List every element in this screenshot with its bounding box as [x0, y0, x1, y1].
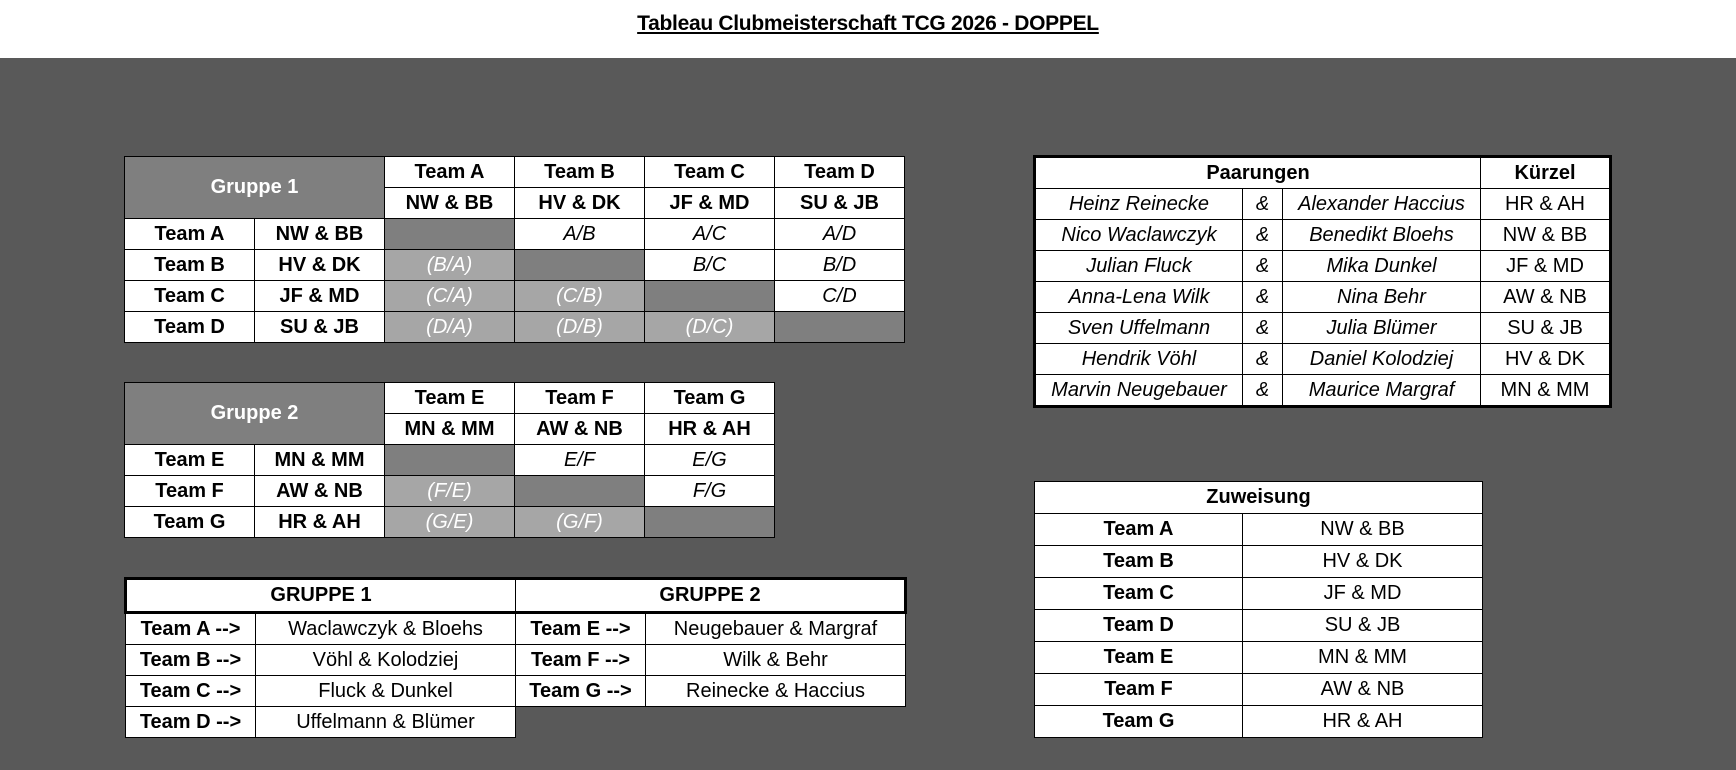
- player-1: Sven Uffelmann: [1035, 313, 1243, 344]
- diagonal-cell: [515, 476, 645, 507]
- paarungen-table: [1033, 155, 1612, 408]
- row-header-team: Team E: [125, 445, 255, 476]
- player-1: Nico Waclawczyk: [1035, 220, 1243, 251]
- kuerzel: SU & JB: [1243, 610, 1483, 642]
- gruppe-2-header: GRUPPE 2: [516, 579, 906, 613]
- player-1: Marvin Neugebauer: [1035, 375, 1243, 407]
- table-row: [1035, 674, 1483, 706]
- table-row: [1035, 578, 1483, 610]
- team-names: Uffelmann & Blümer: [256, 707, 516, 738]
- ampersand: &: [1243, 313, 1283, 344]
- table-row: [1035, 706, 1483, 738]
- col-header-kuerzel: MN & MM: [385, 414, 515, 445]
- ampersand: &: [1243, 375, 1283, 407]
- reverse-match-cell: (C/A): [385, 281, 515, 312]
- col-header-kuerzel: HR & AH: [645, 414, 775, 445]
- team-arrow-label: Team F -->: [516, 645, 646, 676]
- team-label: Team G: [1035, 706, 1243, 738]
- col-header-team: Team E: [385, 383, 515, 414]
- matrix-row: [125, 281, 905, 312]
- team-label: Team C: [1035, 578, 1243, 610]
- matrix-row: [125, 507, 775, 538]
- table-row: [1035, 220, 1611, 251]
- gruppe-1-matrix: [124, 156, 905, 343]
- table-row: [1035, 642, 1483, 674]
- kuerzel: AW & NB: [1481, 282, 1611, 313]
- col-header-team: Team C: [645, 157, 775, 188]
- row-header-kuerzel: AW & NB: [255, 476, 385, 507]
- ampersand: &: [1243, 220, 1283, 251]
- col-header-team: Team A: [385, 157, 515, 188]
- match-cell: A/B: [515, 219, 645, 250]
- team-arrow-label: Team E -->: [516, 613, 646, 645]
- gruppe-1-label: Gruppe 1: [125, 157, 385, 219]
- player-1: Anna-Lena Wilk: [1035, 282, 1243, 313]
- team-names: Neugebauer & Margraf: [646, 613, 906, 645]
- table-row: [1035, 313, 1611, 344]
- col-header-team: Team F: [515, 383, 645, 414]
- team-label: Team E: [1035, 642, 1243, 674]
- row-header-kuerzel: NW & BB: [255, 219, 385, 250]
- row-header-kuerzel: HR & AH: [255, 507, 385, 538]
- matrix-row: [125, 250, 905, 281]
- match-cell: B/D: [775, 250, 905, 281]
- col-header-kuerzel: AW & NB: [515, 414, 645, 445]
- kuerzel: AW & NB: [1243, 674, 1483, 706]
- match-cell: E/F: [515, 445, 645, 476]
- table-row: [1035, 189, 1611, 220]
- team-names: Fluck & Dunkel: [256, 676, 516, 707]
- matrix-row: [125, 219, 905, 250]
- gruppe-2-matrix: [124, 382, 775, 538]
- paarungen-header: Paarungen: [1035, 157, 1481, 189]
- match-cell: B/C: [645, 250, 775, 281]
- kuerzel: HR & AH: [1481, 189, 1611, 220]
- col-header-kuerzel: HV & DK: [515, 188, 645, 219]
- reverse-match-cell: (G/E): [385, 507, 515, 538]
- team-names: Vöhl & Kolodziej: [256, 645, 516, 676]
- team-label: Team D: [1035, 610, 1243, 642]
- table-row: [126, 676, 906, 707]
- empty-cell: [646, 707, 906, 738]
- row-header-team: Team A: [125, 219, 255, 250]
- kuerzel: JF & MD: [1243, 578, 1483, 610]
- gruppe-1-header: GRUPPE 1: [126, 579, 516, 613]
- player-2: Maurice Margraf: [1283, 375, 1481, 407]
- player-2: Julia Blümer: [1283, 313, 1481, 344]
- table-row: [1035, 251, 1611, 282]
- row-header-kuerzel: MN & MM: [255, 445, 385, 476]
- matrix-row: [125, 312, 905, 343]
- reverse-match-cell: (D/A): [385, 312, 515, 343]
- kuerzel: HV & DK: [1243, 546, 1483, 578]
- reverse-match-cell: (C/B): [515, 281, 645, 312]
- reverse-match-cell: (F/E): [385, 476, 515, 507]
- ampersand: &: [1243, 189, 1283, 220]
- table-row: [1035, 282, 1611, 313]
- match-cell: E/G: [645, 445, 775, 476]
- gruppe-2-label: Gruppe 2: [125, 383, 385, 445]
- player-1: Hendrik Vöhl: [1035, 344, 1243, 375]
- col-header-kuerzel: SU & JB: [775, 188, 905, 219]
- row-header-team: Team F: [125, 476, 255, 507]
- player-2: Daniel Kolodziej: [1283, 344, 1481, 375]
- kuerzel: MN & MM: [1243, 642, 1483, 674]
- reverse-match-cell: (D/B): [515, 312, 645, 343]
- col-header-team: Team B: [515, 157, 645, 188]
- match-cell: F/G: [645, 476, 775, 507]
- kuerzel-header: Kürzel: [1481, 157, 1611, 189]
- row-header-team: Team D: [125, 312, 255, 343]
- team-names: Waclawczyk & Bloehs: [256, 613, 516, 645]
- kuerzel: MN & MM: [1481, 375, 1611, 407]
- player-2: Mika Dunkel: [1283, 251, 1481, 282]
- row-header-kuerzel: HV & DK: [255, 250, 385, 281]
- table-row: [126, 613, 906, 645]
- row-header-kuerzel: JF & MD: [255, 281, 385, 312]
- col-header-team: Team D: [775, 157, 905, 188]
- gruppen-teams-table: [124, 577, 907, 738]
- team-label: Team B: [1035, 546, 1243, 578]
- kuerzel: NW & BB: [1481, 220, 1611, 251]
- table-row: [1035, 514, 1483, 546]
- row-header-kuerzel: SU & JB: [255, 312, 385, 343]
- team-arrow-label: Team B -->: [126, 645, 256, 676]
- kuerzel: HV & DK: [1481, 344, 1611, 375]
- ampersand: &: [1243, 251, 1283, 282]
- reverse-match-cell: (B/A): [385, 250, 515, 281]
- diagonal-cell: [645, 507, 775, 538]
- table-row: [1035, 610, 1483, 642]
- match-cell: C/D: [775, 281, 905, 312]
- team-arrow-label: Team C -->: [126, 676, 256, 707]
- table-row: [126, 707, 906, 738]
- table-row: [1035, 344, 1611, 375]
- diagonal-cell: [385, 445, 515, 476]
- zuweisung-header: Zuweisung: [1035, 482, 1483, 514]
- team-label: Team F: [1035, 674, 1243, 706]
- page-title: Tableau Clubmeisterschaft TCG 2026 - DOPPEL: [637, 12, 1099, 35]
- reverse-match-cell: (D/C): [645, 312, 775, 343]
- empty-cell: [516, 707, 646, 738]
- table-row: [1035, 375, 1611, 407]
- player-2: Nina Behr: [1283, 282, 1481, 313]
- zuweisung-table: [1034, 481, 1483, 738]
- ampersand: &: [1243, 282, 1283, 313]
- team-arrow-label: Team G -->: [516, 676, 646, 707]
- kuerzel: NW & BB: [1243, 514, 1483, 546]
- kuerzel: SU & JB: [1481, 313, 1611, 344]
- table-row: [1035, 546, 1483, 578]
- diagonal-cell: [645, 281, 775, 312]
- team-arrow-label: Team D -->: [126, 707, 256, 738]
- matrix-row: [125, 476, 775, 507]
- row-header-team: Team C: [125, 281, 255, 312]
- player-1: Heinz Reinecke: [1035, 189, 1243, 220]
- diagonal-cell: [385, 219, 515, 250]
- ampersand: &: [1243, 344, 1283, 375]
- match-cell: A/C: [645, 219, 775, 250]
- player-2: Alexander Haccius: [1283, 189, 1481, 220]
- team-names: Wilk & Behr: [646, 645, 906, 676]
- col-header-kuerzel: NW & BB: [385, 188, 515, 219]
- col-header-kuerzel: JF & MD: [645, 188, 775, 219]
- team-names: Reinecke & Haccius: [646, 676, 906, 707]
- diagonal-cell: [775, 312, 905, 343]
- row-header-team: Team G: [125, 507, 255, 538]
- kuerzel: HR & AH: [1243, 706, 1483, 738]
- match-cell: A/D: [775, 219, 905, 250]
- matrix-row: [125, 445, 775, 476]
- player-1: Julian Fluck: [1035, 251, 1243, 282]
- row-header-team: Team B: [125, 250, 255, 281]
- team-arrow-label: Team A -->: [126, 613, 256, 645]
- kuerzel: JF & MD: [1481, 251, 1611, 282]
- player-2: Benedikt Bloehs: [1283, 220, 1481, 251]
- team-label: Team A: [1035, 514, 1243, 546]
- diagonal-cell: [515, 250, 645, 281]
- col-header-team: Team G: [645, 383, 775, 414]
- reverse-match-cell: (G/F): [515, 507, 645, 538]
- table-row: [126, 645, 906, 676]
